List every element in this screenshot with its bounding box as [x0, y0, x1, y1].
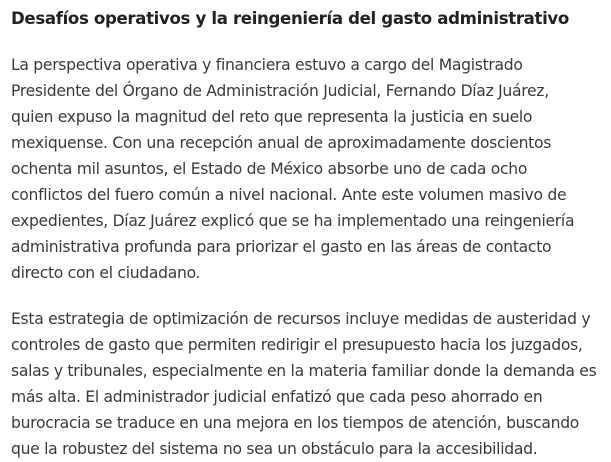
- paragraph-line: que la robustez del sistema no sea un obstáculo para la accesibilidad.: [11, 440, 538, 458]
- section-heading: Desafíos operativos y la reingeniería del gasto administrativo: [11, 9, 569, 28]
- paragraph-line: salas y tribunales, especialmente en la materia familiar donde la demanda es: [11, 362, 597, 380]
- paragraph-line: directo con el ciudadano.: [11, 264, 201, 282]
- paragraph-line: administrativa profunda para priorizar el gasto en las áreas de contacto: [11, 238, 552, 256]
- paragraph-line: quien expuso la magnitud del reto que representa la justicia en suelo: [11, 108, 533, 126]
- paragraph-line: conflictos del fuero común a nivel nacional. Ante este volumen masivo de: [11, 186, 567, 204]
- paragraph-2: [11, 306, 601, 462]
- paragraph-line: burocracia se traduce en una mejora en los tiempos de atención, buscando: [11, 414, 580, 432]
- paragraph-line: controles de gasto que permiten redirigir el presupuesto hacia los juzgados,: [11, 336, 583, 354]
- paragraph-line: ochenta mil asuntos, el Estado de México absorbe uno de cada ocho: [11, 160, 528, 178]
- paragraph-line: más alta. El administrador judicial enfatizó que cada peso ahorrado en: [11, 388, 543, 406]
- paragraph-1: [11, 52, 601, 286]
- paragraph-line: mexiquense. Con una recepción anual de aproximadamente doscientos: [11, 134, 552, 152]
- paragraph-line: expedientes, Díaz Juárez explicó que se ha implementado una reingeniería: [11, 212, 575, 230]
- paragraph-line: Presidente del Órgano de Administración Judicial, Fernando Díaz Juárez,: [11, 82, 549, 100]
- paragraph-line: La perspectiva operativa y financiera estuvo a cargo del Magistrado: [11, 56, 523, 74]
- paragraph-line: Esta estrategia de optimización de recursos incluye medidas de austeridad y: [11, 310, 591, 328]
